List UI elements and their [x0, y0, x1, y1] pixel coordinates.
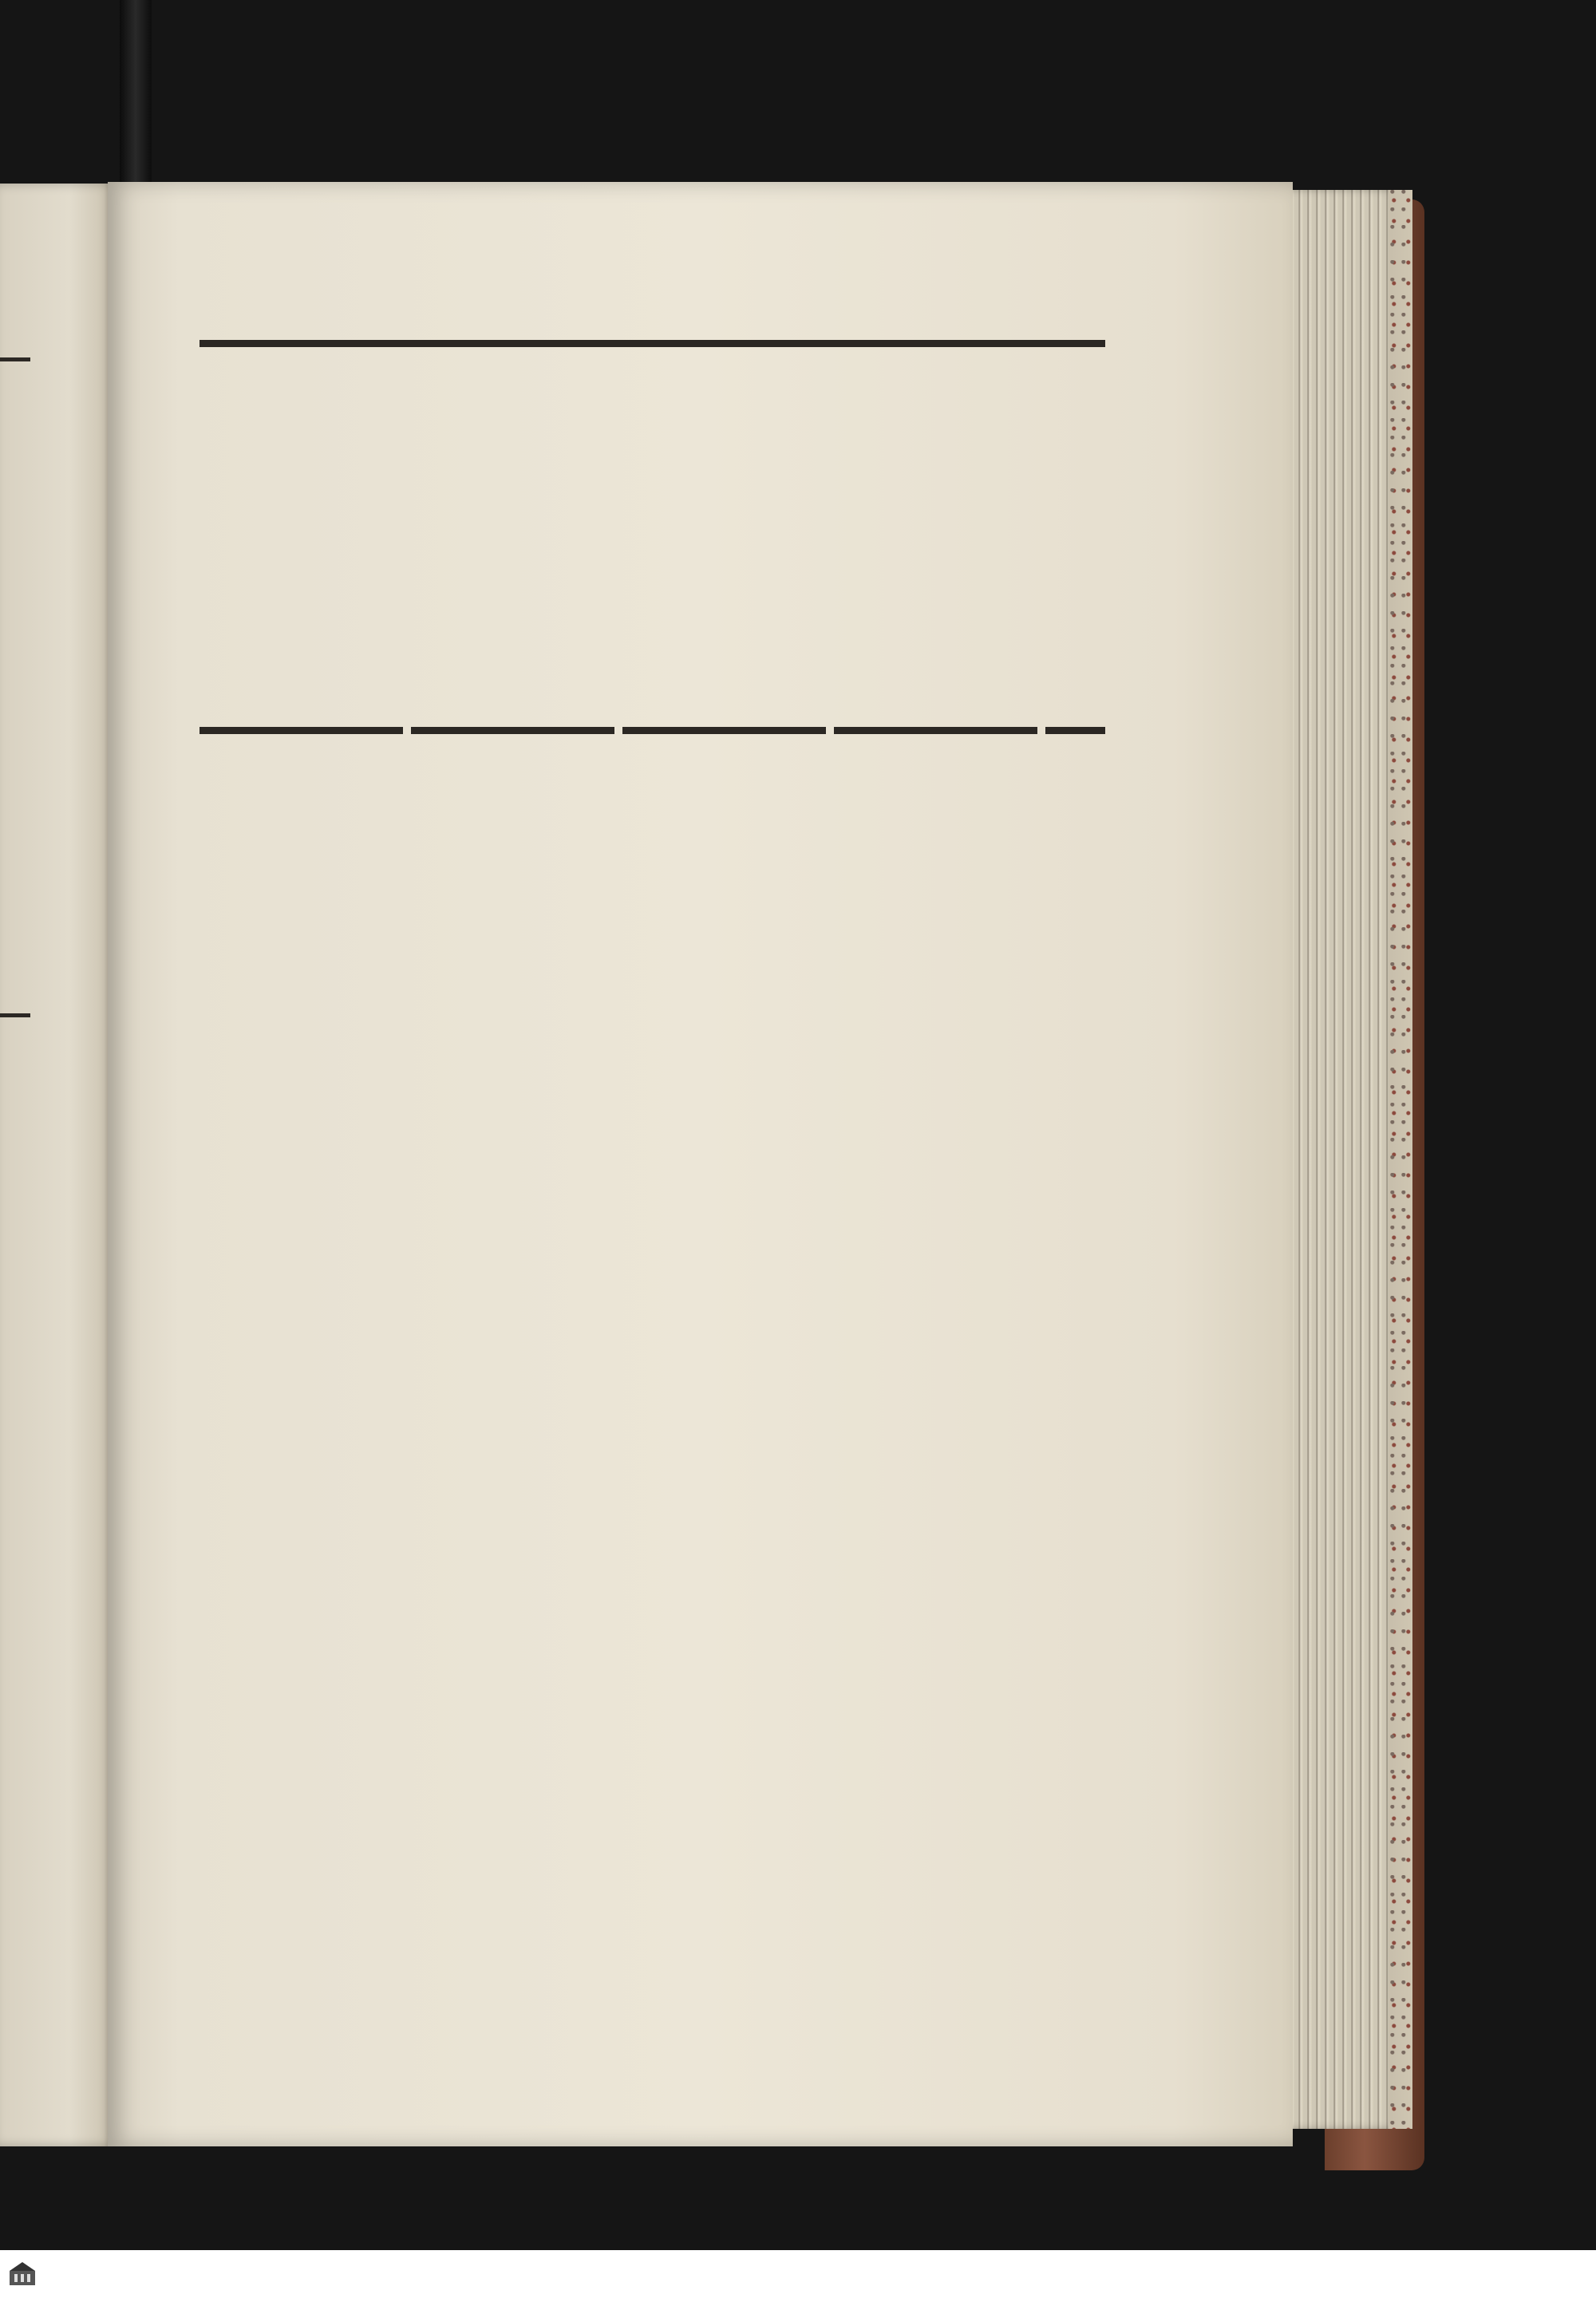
institution-logo-icon [8, 2260, 37, 2288]
left-page-fragment [0, 184, 116, 2146]
section-rule [200, 727, 1105, 734]
header-rule [200, 340, 1105, 347]
drop-cap [197, 803, 317, 978]
book-page [108, 182, 1293, 2146]
page-edges [1277, 190, 1389, 2129]
left-page-rule [0, 1013, 30, 1017]
left-page-rule [0, 357, 30, 361]
binding-strap [120, 0, 152, 207]
footer-bar [0, 2250, 1596, 2298]
